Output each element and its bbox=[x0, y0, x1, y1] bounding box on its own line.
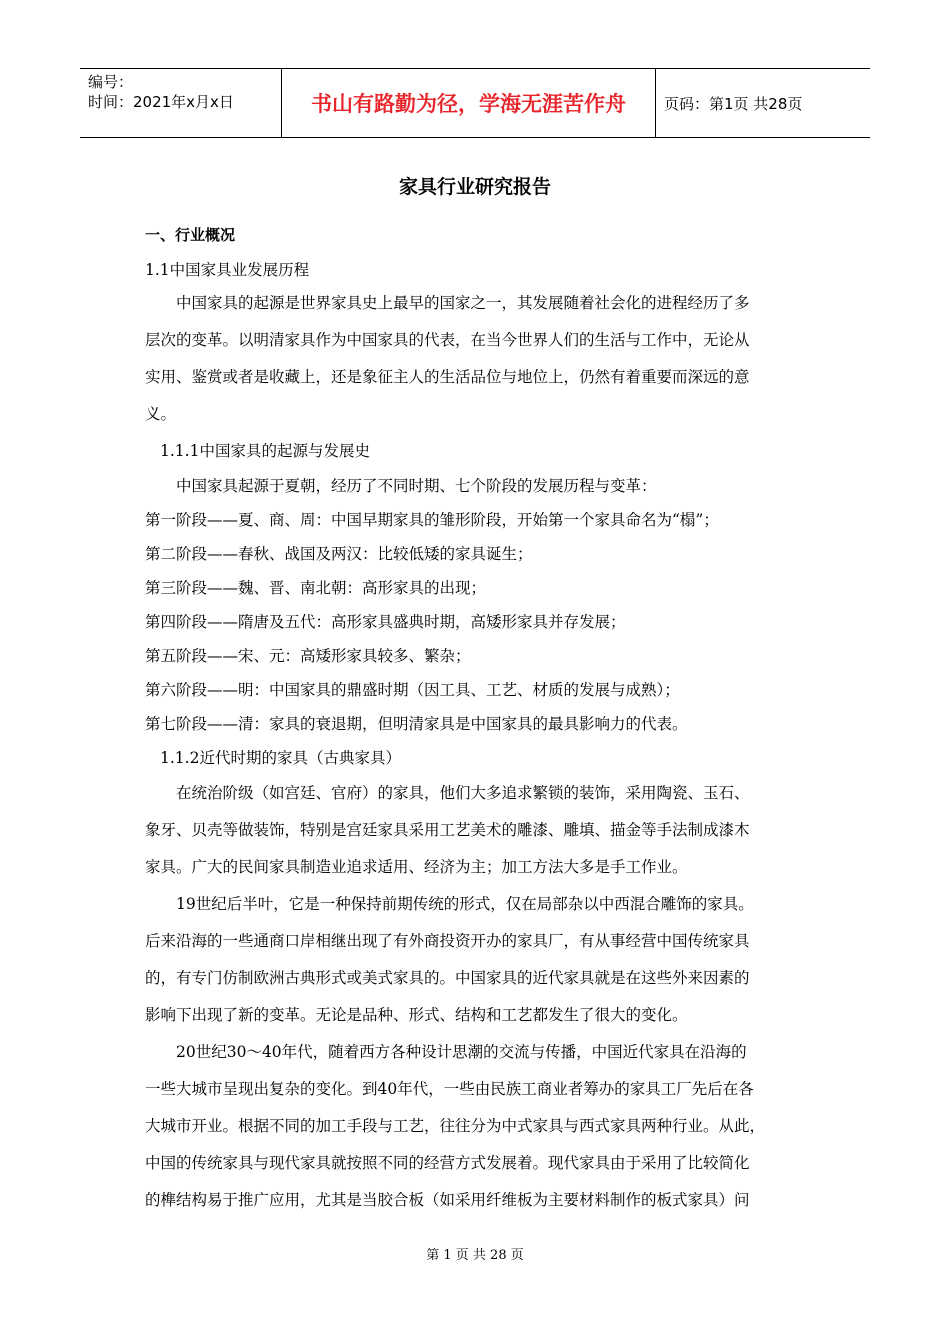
stage-item: 第三阶段——魏、晋、南北朝：高形家具的出现； bbox=[145, 579, 487, 597]
paragraph-line: 中国家具的起源是世界家具史上最早的国家之一，其发展随着社会化的进程经历了多 bbox=[176, 294, 750, 312]
page-footer: 第 1 页 共 28 页 bbox=[426, 1248, 524, 1263]
paragraph-line: 中国的传统家具与现代家具就按照不同的经营方式发展着。现代家具由于采用了比较简化 bbox=[145, 1154, 750, 1172]
header-table bbox=[80, 68, 870, 138]
stage-item: 第一阶段——夏、商、周：中国早期家具的雏形阶段，开始第一个家具命名为“榻”； bbox=[145, 511, 719, 529]
paragraph-line: 大城市开业。根据不同的加工手段与工艺，往往分为中式家具与西式家具两种行业。从此， bbox=[145, 1117, 766, 1135]
page-label: 页码：第1页 共28页 bbox=[664, 94, 803, 113]
motto: 书山有路勤为径，学海无涯苦作舟 bbox=[282, 69, 656, 137]
paragraph-line: 家具。广大的民间家具制造业追求适用、经济为主；加工方法大多是手工作业。 bbox=[145, 858, 688, 876]
stage-item: 第七阶段——清：家具的衰退期，但明清家具是中国家具的最具影响力的代表。 bbox=[145, 715, 688, 733]
stage-item: 第二阶段——春秋、战国及两汉：比较低矮的家具诞生； bbox=[145, 545, 533, 563]
paragraph-line: 后来沿海的一些通商口岸相继出现了有外商投资开办的家具厂，有从事经营中国传统家具 bbox=[145, 932, 750, 950]
subsection-heading: 1.1中国家具业发展历程 bbox=[145, 261, 310, 279]
paragraph-line: 义。 bbox=[145, 405, 177, 423]
paragraph-line: 在统治阶级（如宫廷、官府）的家具，他们大多追求繁锁的装饰，采用陶瓷、玉石、 bbox=[176, 784, 750, 802]
stage-item: 第六阶段——明：中国家具的鼎盛时期（因工具、工艺、材质的发展与成熟）； bbox=[145, 681, 680, 699]
paragraph-line: 象牙、贝壳等做装饰，特别是宫廷家具采用工艺美术的雕漆、雕填、描金等手法制成漆木 bbox=[145, 821, 750, 839]
paragraph-line: 影响下出现了新的变革。无论是品种、形式、结构和工艺都发生了很大的变化。 bbox=[145, 1006, 688, 1024]
paragraph-line: 19世纪后半叶，它是一种保持前期传统的形式，仅在局部杂以中西混合雕饰的家具。 bbox=[176, 895, 754, 913]
paragraph-line: 一些大城市呈现出复杂的变化。到40年代，一些由民族工商业者筹办的家具工厂先后在各 bbox=[145, 1080, 754, 1098]
header-meta-cell bbox=[80, 69, 282, 137]
subsection-heading: 1.1.2近代时期的家具（古典家具） bbox=[160, 749, 401, 767]
document-title: 家具行业研究报告 bbox=[398, 176, 551, 198]
section-heading: 一、行业概况 bbox=[145, 226, 236, 244]
time-label: 时间：2021年x月x日 bbox=[88, 93, 234, 111]
paragraph-line: 层次的变革。以明清家具作为中国家具的代表，在当今世界人们的生活与工作中，无论从 bbox=[145, 331, 750, 349]
paragraph-line: 中国家具起源于夏朝，经历了不同时期、七个阶段的发展历程与变革： bbox=[176, 477, 657, 495]
stage-item: 第五阶段——宋、元：高矮形家具较多、繁杂； bbox=[145, 647, 471, 665]
paragraph-line: 的，有专门仿制欧洲古典形式或美式家具的。中国家具的近代家具就是在这些外来因素的 bbox=[145, 969, 750, 987]
paragraph-line: 20世纪30～40年代，随着西方各种设计思潮的交流与传播，中国近代家具在沿海的 bbox=[176, 1043, 747, 1061]
paragraph-line: 的榫结构易于推广应用，尤其是当胶合板（如采用纤维板为主要材料制作的板式家具）问 bbox=[145, 1191, 750, 1209]
paragraph-line: 实用、鉴赏或者是收藏上，还是象征主人的生活品位与地位上，仍然有着重要而深远的意 bbox=[145, 368, 750, 386]
number-label: 编号： bbox=[88, 73, 134, 91]
stage-item: 第四阶段——隋唐及五代：高形家具盛典时期，高矮形家具并存发展； bbox=[145, 613, 626, 631]
subsection-heading: 1.1.1中国家具的起源与发展史 bbox=[160, 442, 370, 460]
